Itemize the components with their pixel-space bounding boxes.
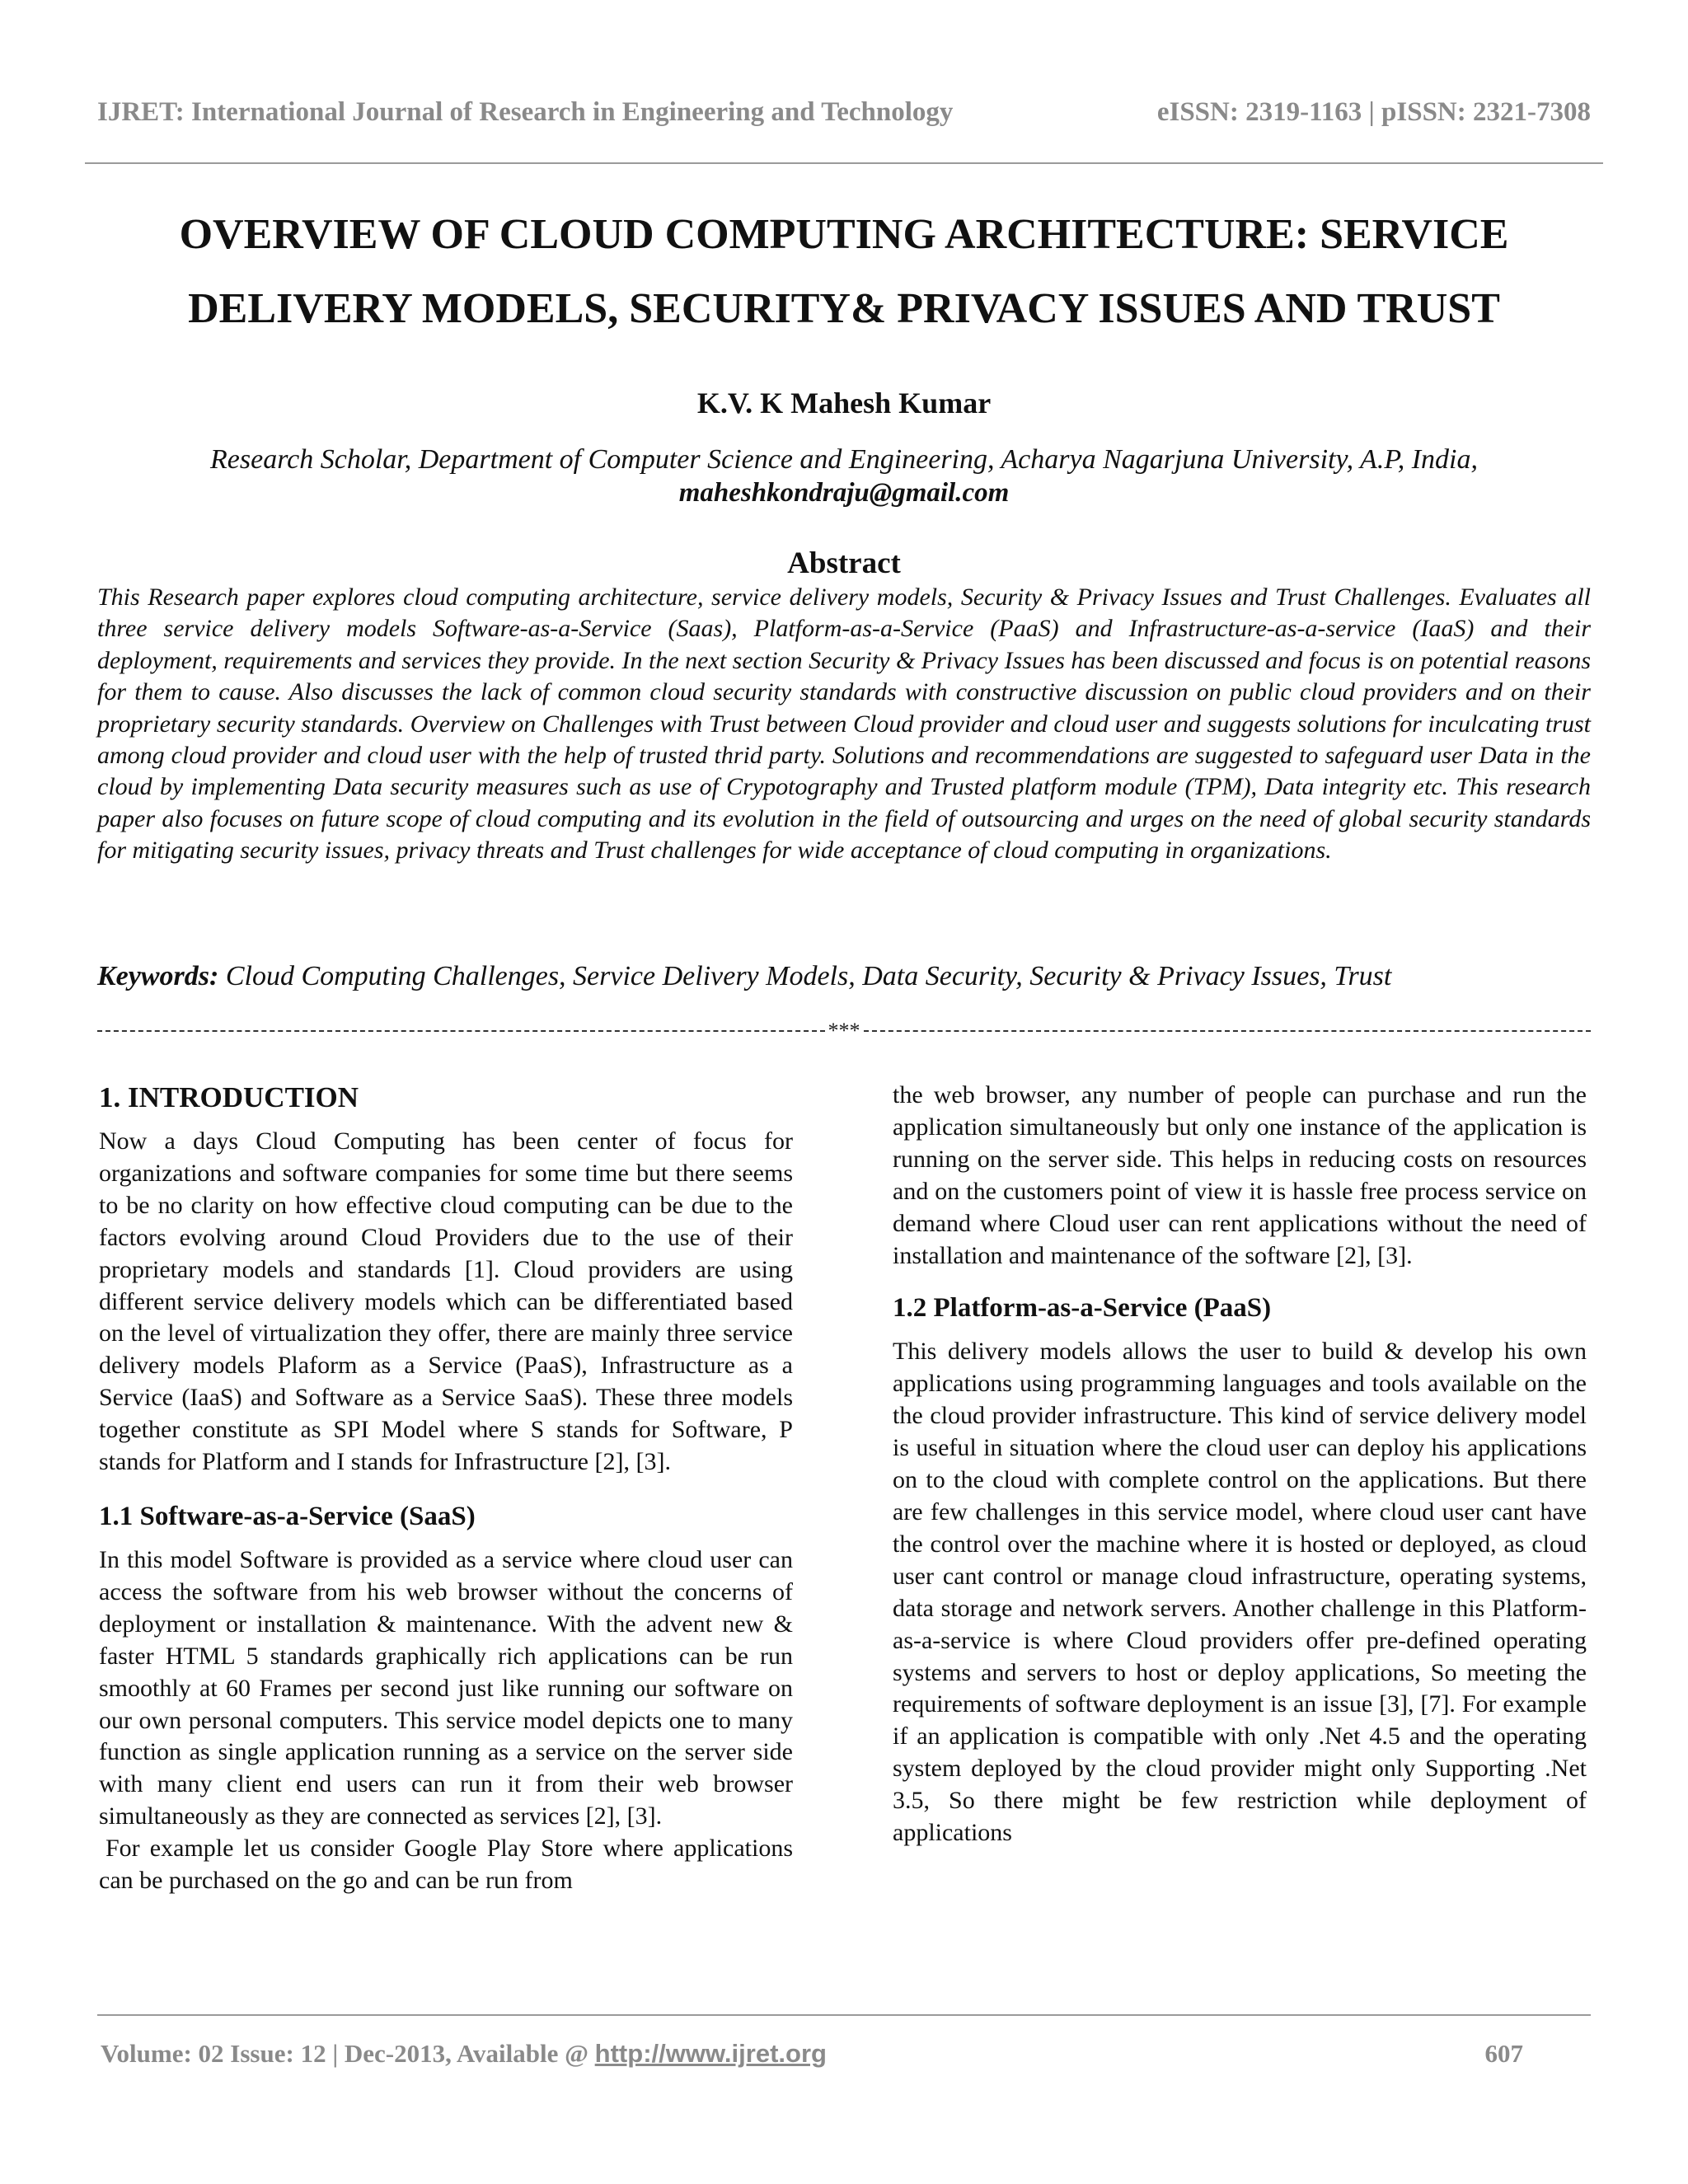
right-column — [893, 1080, 1587, 1849]
introduction-heading: 1. INTRODUCTION — [99, 1081, 359, 1113]
saas-heading: 1.1 Software-as-a-Service (SaaS) — [99, 1501, 476, 1531]
running-header — [97, 97, 1591, 128]
abstract-text: This Research paper explores cloud computing architecture, service delivery models, Security & Privacy Issues and Trust Challenges. Evaluates all three service delivery models Software-as-a-Service (Saas), Platform-as-a-Service (PaaS) and Infrastructure-as-a-service (IaaS) and their deployment, requirements and services they provide. In the next section Security & Privacy Issues has been discussed and focus is on potential reasons for them to cause. Also discusses the lack of common cloud security standards with constructive discussion on public cloud providers and on their proprietary security standards. Overview on Challenges with Trust between Cloud provider and cloud user and suggests solutions for inculcating trust among cloud provider and cloud user with the help of trusted thrid party. Solutions and recommendations are suggested to safeguard user Data in the cloud by implementing Data security measures such as use of Crypotography and Trusted platform module (TPM), Data integrity etc. This research paper also focuses on future scope of cloud computing and its evolution in the field of outsourcing and urges on the need of global security standards for mitigating security issues, privacy threats and Trust challenges for wide acceptance of cloud computing in organizations. — [97, 583, 1591, 865]
footer-volume — [101, 2039, 827, 2069]
author-affiliation: Research Scholar, Department of Computer Science and Engineering, Acharya Nagarjuna University, A.P, India, — [210, 444, 1478, 475]
journal-url-link[interactable]: http://www.ijret.org — [594, 2039, 827, 2068]
journal-name: IJRET: International Journal of Research in Engineering and Technology — [97, 97, 954, 127]
header-rule — [85, 162, 1603, 164]
keywords — [97, 961, 1591, 992]
title-line-1: OVERVIEW OF CLOUD COMPUTING ARCHITECTURE: SERVICE — [179, 211, 1509, 258]
saas-text: In this model Software is provided as a service where cloud user can access the software from his web browser without the concerns of deployment or installation & maintenance. With the advent new & faster HTML 5 standards graphically rich applications can be run smoothly at 60 Frames per second just like running our software on our own personal computers. This service model depicts one to many function as single application running as a service on the server side with many client end users can run it from their web browser simultaneously as they are connected as services [2], [3]. — [99, 1545, 793, 1830]
separator-dashes-right — [864, 1030, 1592, 1032]
abstract-heading: Abstract — [787, 546, 901, 580]
author-name: K.V. K Mahesh Kumar — [696, 387, 992, 419]
keywords-label: Keywords: — [97, 961, 219, 991]
separator-mark: *** — [828, 1019, 860, 1043]
page-number: 607 — [1484, 2039, 1523, 2068]
paas-text: This delivery models allows the user to build & develop his own applications using programming languages and tools available on the the cloud provider infrastructure. This kind of service delivery model is useful in situation where the cloud user can deploy his applications on to the cloud with complete control on the applications. But there are few challenges in this service model, where cloud user cant have the control over the machine where it is hosted or deployed, as cloud user cant control or manage cloud infrastructure, operating systems, data storage and network servers. Another challenge in this Platform-as-a-service is where Cloud providers offer pre-defined operating systems and servers to host or deploy applications, So meeting the requirements of software deployment is an issue [3], [7]. For example if an application is compatible with only .Net 4.5 and the operating system deployed by the cloud provider might only Supporting .Net 3.5, So there might be few restriction while deployment of applications — [893, 1338, 1587, 1847]
footer-rule — [97, 2014, 1591, 2016]
left-column — [99, 1080, 793, 1897]
title-line-2: DELIVERY MODELS, SECURITY& PRIVACY ISSUES AND TRUST — [188, 285, 1500, 332]
section-separator — [97, 1019, 1591, 1043]
paper-title — [97, 198, 1591, 346]
saas-example-text: For example let us consider Google Play Store where applications can be purchased on the go and can be run from — [99, 1835, 793, 1895]
issn-numbers: eISSN: 2319-1163 | pISSN: 2321-7308 — [1156, 97, 1591, 127]
introduction-text: Now a days Cloud Computing has been center of focus for organizations and software companies for some time but there seems to be no clarity on how effective cloud computing can be due to the factors evolving around Cloud Providers due to the use of their proprietary models and standards [1]. Cloud providers are using different service delivery models which can be differentiated based on the level of virtualization they offer, there are mainly three service delivery models Plaform as a Service (PaaS), Infrastructure as a Service (IaaS) and Software as a Service SaaS). These three models together constitute as SPI Model where S stands for Software, P stands for Platform and I stands for Infrastructure [2], [3]. — [99, 1127, 793, 1476]
author-email[interactable]: maheshkondraju@gmail.com — [678, 478, 1010, 508]
paas-heading: 1.2 Platform-as-a-Service (PaaS) — [893, 1293, 1272, 1324]
footer-volume-text: Volume: 02 Issue: 12 | Dec-2013, Available @ — [101, 2039, 595, 2068]
separator-dashes-left — [97, 1030, 825, 1032]
saas-continued-text: the web browser, any number of people can purchase and run the application simultaneously but only one instance of the application is running on the server side. This helps in reducing costs on resources and on the customers point of view it is hassle free process service on demand where Cloud user can rent applications without the need of installation and maintenance of the software [2], [3]. — [893, 1081, 1587, 1269]
keywords-text: Cloud Computing Challenges, Service Delivery Models, Data Security, Security & Privacy Issues, Trust — [218, 961, 1392, 991]
